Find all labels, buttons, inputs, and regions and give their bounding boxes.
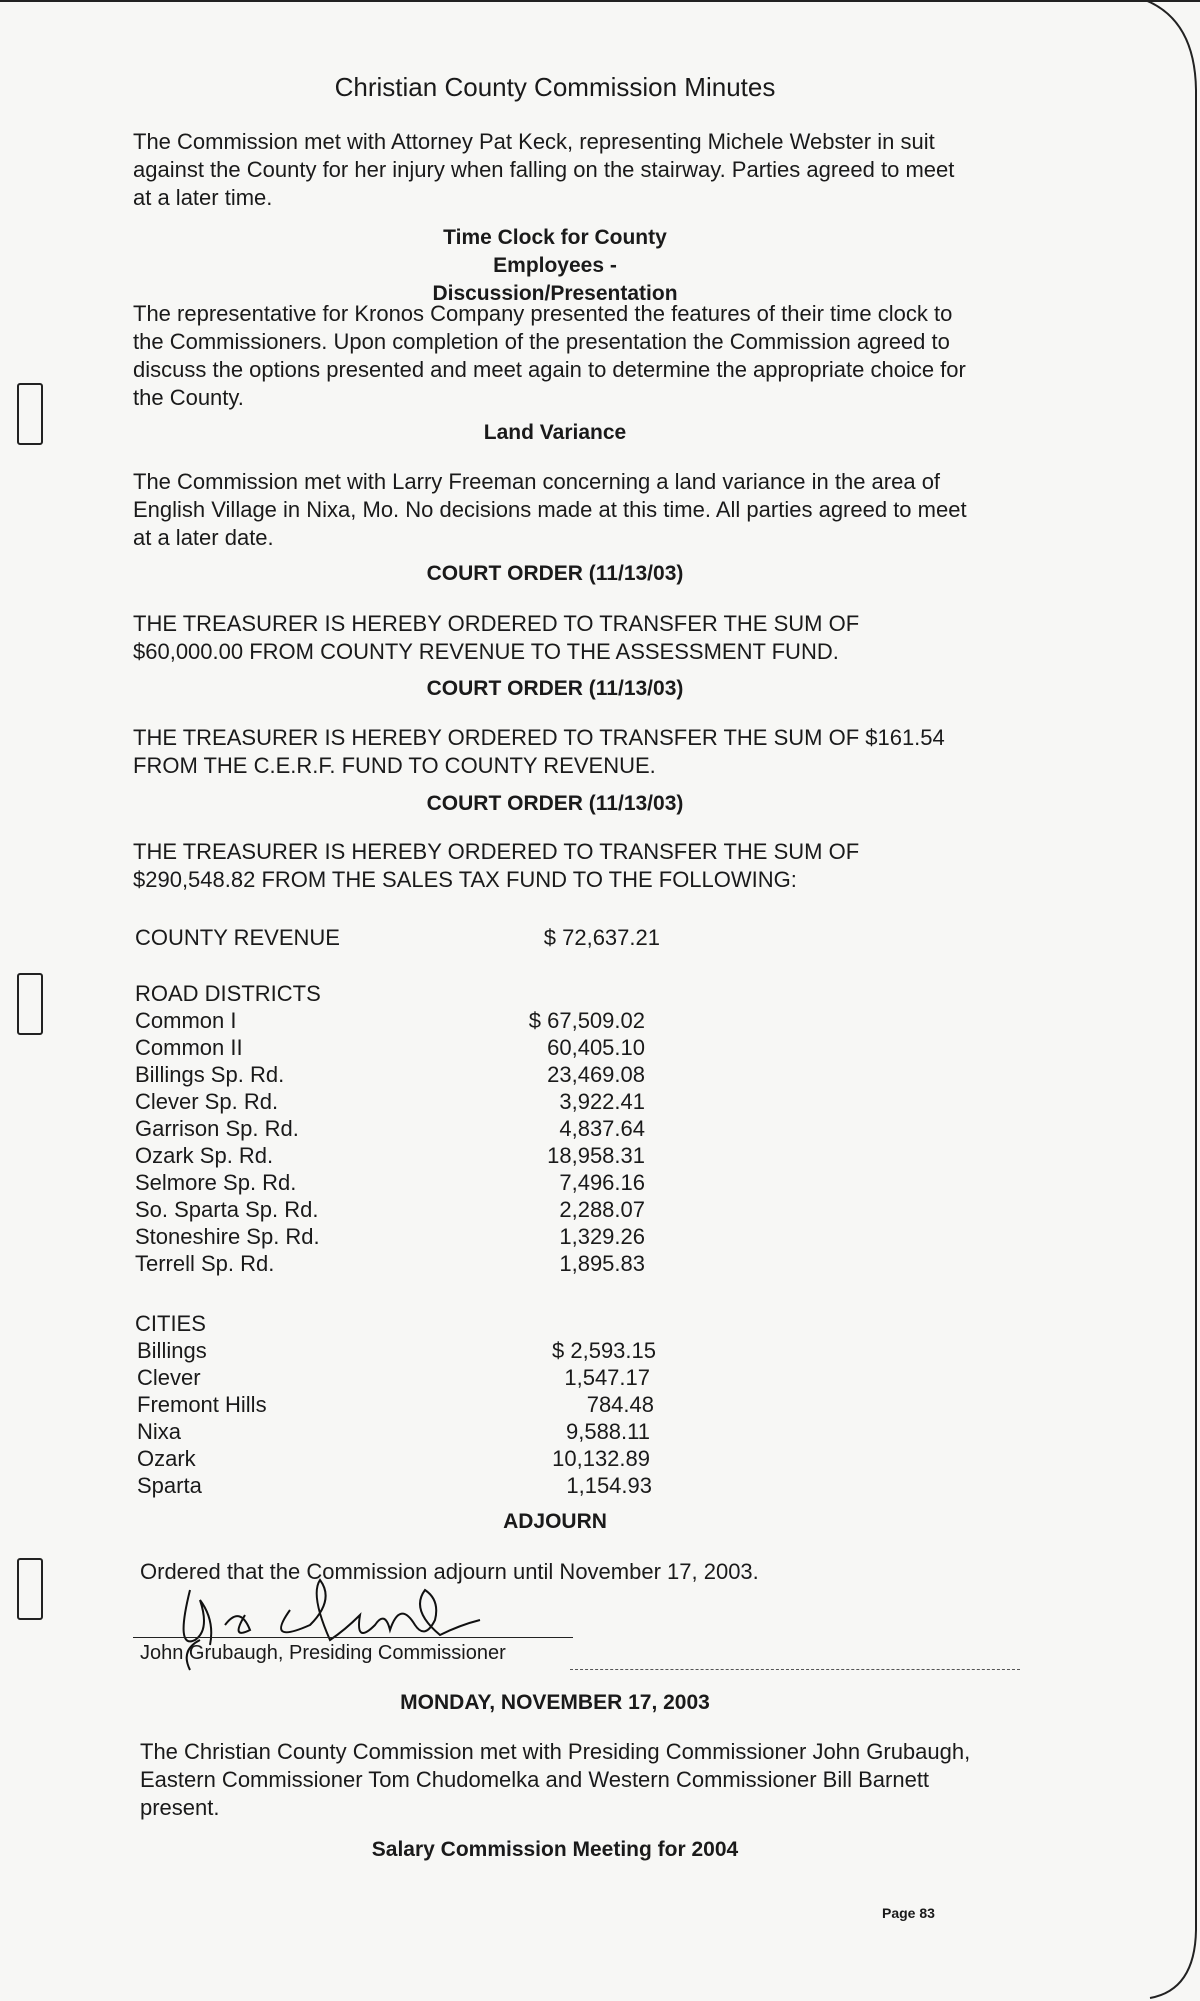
court-order-heading-2: COURT ORDER (11/13/03) <box>426 677 684 700</box>
salary-commission-heading: Salary Commission Meeting for 2004 <box>371 1838 739 1861</box>
timeclock-heading: Time Clock for County Employees - Discussion/Presentation <box>432 226 678 305</box>
signature-line <box>133 1637 573 1638</box>
page-right-edge <box>1140 0 1200 2001</box>
page-top-edge <box>0 0 1200 2</box>
county-revenue-label: COUNTY REVENUE <box>135 925 340 950</box>
punch-hole <box>17 973 43 1035</box>
court-order-text-3: THE TREASURER IS HEREBY ORDERED TO TRANSFER THE SUM OF $290,548.82 FROM THE SALES TAX FUND TO THE FOLLOWING: <box>133 839 860 892</box>
punch-hole <box>17 1558 43 1620</box>
land-variance-paragraph: The Commission met with Larry Freeman concerning a land variance in the area of English Village in Nixa, Mo. No decisions made at this time. All parties agreed to meet at a later date. <box>133 469 967 550</box>
court-order-text-2: THE TREASURER IS HEREBY ORDERED TO TRANSFER THE SUM OF $161.54 FROM THE C.E.R.F. FUND TO COUNTY REVENUE. <box>133 725 945 778</box>
page-number: Page 83 <box>882 1905 935 1921</box>
court-order-text-1: THE TREASURER IS HEREBY ORDERED TO TRANSFER THE SUM OF $60,000.00 FROM COUNTY REVENUE TO THE ASSESSMENT FUND. <box>133 611 860 664</box>
signer-name: John Grubaugh, Presiding Commissioner <box>140 1642 506 1664</box>
adjourn-text: Ordered that the Commission adjourn until November 17, 2003. <box>140 1559 759 1584</box>
court-order-heading-3: COURT ORDER (11/13/03) <box>426 792 684 815</box>
dotted-divider <box>570 1669 1020 1670</box>
document-title: Christian County Commission Minutes <box>334 72 776 102</box>
intro-paragraph: The Commission met with Attorney Pat Keck, representing Michele Webster in suit against the County for her injury when falling on the stairway. Parties agreed to meet at a later time. <box>133 129 955 210</box>
adjourn-heading: ADJOURN <box>503 1510 607 1533</box>
land-variance-heading: Land Variance <box>483 421 627 444</box>
monday-heading: MONDAY, NOVEMBER 17, 2003 <box>400 1691 710 1714</box>
county-revenue-amount: $ 72,637.21 <box>543 925 660 950</box>
court-order-heading-1: COURT ORDER (11/13/03) <box>426 562 684 585</box>
timeclock-paragraph: The representative for Kronos Company presented the features of their time clock to the Commissioners. Upon completion of the presentation the Commission agreed to discuss the options presented and meet again to determine the appropriate choice for the County. <box>133 301 966 410</box>
monday-paragraph: The Christian County Commission met with Presiding Commissioner John Grubaugh, Eastern Commissioner Tom Chudomelka and Western Commissioner Bill Barnett present. <box>140 1739 971 1820</box>
